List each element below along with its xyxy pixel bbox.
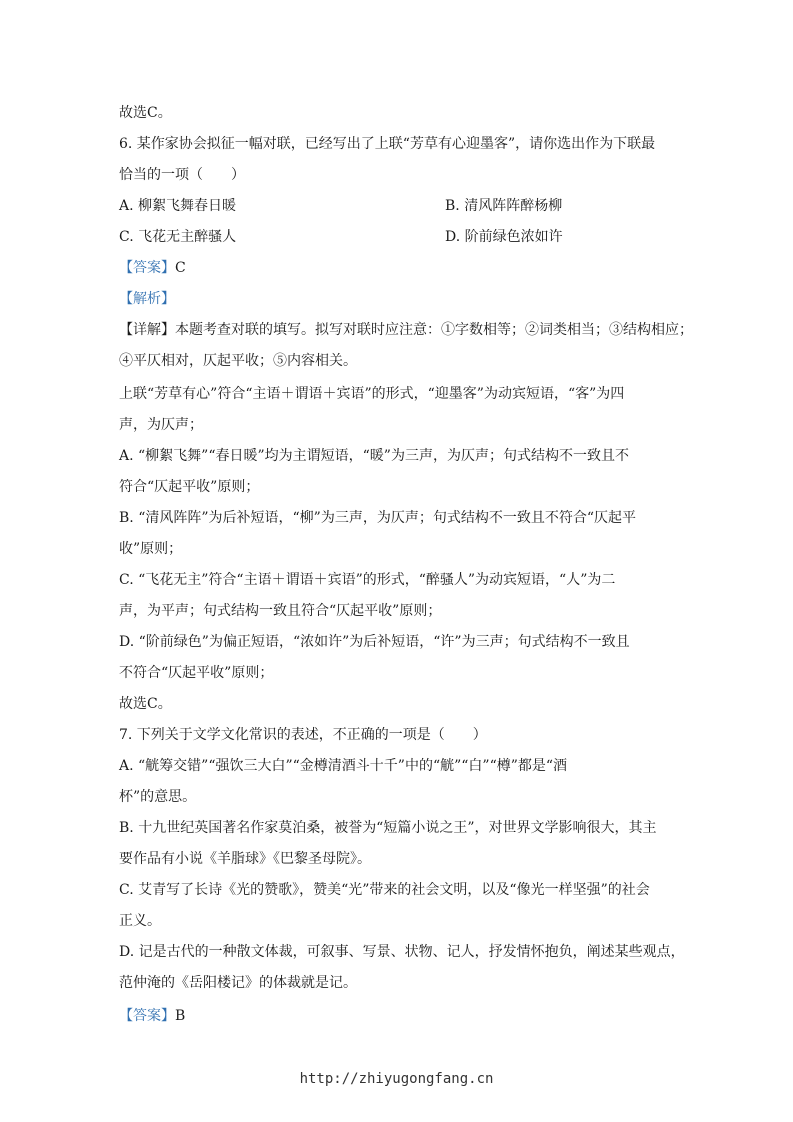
analysis-tag: 【解析】 <box>119 291 175 307</box>
analysis-option-c: C. “飞花无主”符合“主语＋谓语＋宾语”的形式，“醉骚人”为动宾短语，“人”为二 <box>119 572 616 588</box>
analysis-option-d: D. “阶前绿色”为偏正短语，“浓如许”为后补短语，“许”为三声；句式结构不一致且 <box>119 634 630 650</box>
detail-text: 本题考查对联的填写。拟写对联时应注意：①字数相等；②词类相当；③结构相应； <box>175 322 693 338</box>
answer-6 <box>119 259 674 277</box>
question-6-option-b: B. 清风阵阵醉杨柳 <box>445 198 563 214</box>
question-6-option-a: A. 柳絮飞舞春日暖 <box>119 198 237 214</box>
analysis-option-a-cont: 符合“仄起平收”原则； <box>119 479 260 495</box>
question-7-option-a-cont: 杯”的意思。 <box>119 789 197 805</box>
answer-value: B <box>175 1008 186 1024</box>
detail-tag: 【详解】 <box>119 322 175 338</box>
analysis-option-c-cont: 声，为平声；句式结构一致且符合“仄起平收”原则； <box>119 603 442 619</box>
conclusion-text-2: 故选C。 <box>119 696 172 712</box>
analysis-option-a: A. “柳絮飞舞”“春日暖”均为主谓短语，“暖”为三声，为仄声；句式结构不一致且不 <box>119 448 629 464</box>
question-7-option-c: C. 艾青写了长诗《光的赞歌》，赞美“光”带来的社会文明，以及“像光一样坚强”的社会 <box>119 882 650 898</box>
answer-tag: 【答案】 <box>119 260 175 276</box>
question-6-stem-cont: 恰当的一项（ ） <box>119 167 245 183</box>
answer-tag: 【答案】 <box>119 1008 175 1024</box>
analysis-option-d-cont: 不符合“仄起平收”原则； <box>119 665 274 681</box>
analysis-option-b: B. “清风阵阵”为后补短语，“柳”为三声，为仄声；句式结构不一致且不符合“仄起平 <box>119 510 636 526</box>
answer-7 <box>119 1007 674 1025</box>
question-7-option-c-cont: 正义。 <box>119 913 161 929</box>
conclusion-text: 故选C。 <box>119 105 172 121</box>
question-7-option-b: B. 十九世纪英国著名作家莫泊桑，被誉为“短篇小说之王”，对世界文学影响很大，其主 <box>119 820 657 836</box>
question-7-stem: 7. 下列关于文学文化常识的表述，不正确的一项是（ ） <box>119 727 487 743</box>
answer-value: C <box>175 260 186 276</box>
analysis-para-1: 上联“芳草有心”符合“主语＋谓语＋宾语”的形式，“迎墨客”为动宾短语，“客”为四 <box>119 386 625 402</box>
question-7-option-a: A. “觥筹交错”“强饮三大白”“金樽清酒斗十千”中的“觥”“白”“樽”都是“酒 <box>119 758 568 774</box>
analysis-heading <box>119 290 674 308</box>
question-6-option-d: D. 阶前绿色浓如许 <box>445 229 563 245</box>
question-7-option-d: D. 记是古代的一种散文体裁，可叙事、写景、状物、记人，抒发情怀抱负，阐述某些观点， <box>119 944 685 960</box>
detail-line-1 <box>119 321 693 339</box>
analysis-option-b-cont: 收”原则； <box>119 541 183 557</box>
question-7-option-d-cont: 范仲淹的《岳阳楼记》的体裁就是记。 <box>119 975 357 991</box>
question-7-option-b-cont: 要作品有小说《羊脂球》《巴黎圣母院》。 <box>119 851 371 867</box>
analysis-para-1-cont: 声，为仄声； <box>119 417 203 433</box>
detail-line-2: ④平仄相对，仄起平收；⑤内容相关。 <box>119 353 357 369</box>
question-6-stem: 6. 某作家协会拟征一幅对联，已经写出了上联“芳草有心迎墨客”，请你选出作为下联最 <box>119 136 656 152</box>
footer-url: http://zhiyugongfang.cn <box>299 1071 494 1087</box>
question-6-option-c: C. 飞花无主醉骚人 <box>119 229 237 245</box>
